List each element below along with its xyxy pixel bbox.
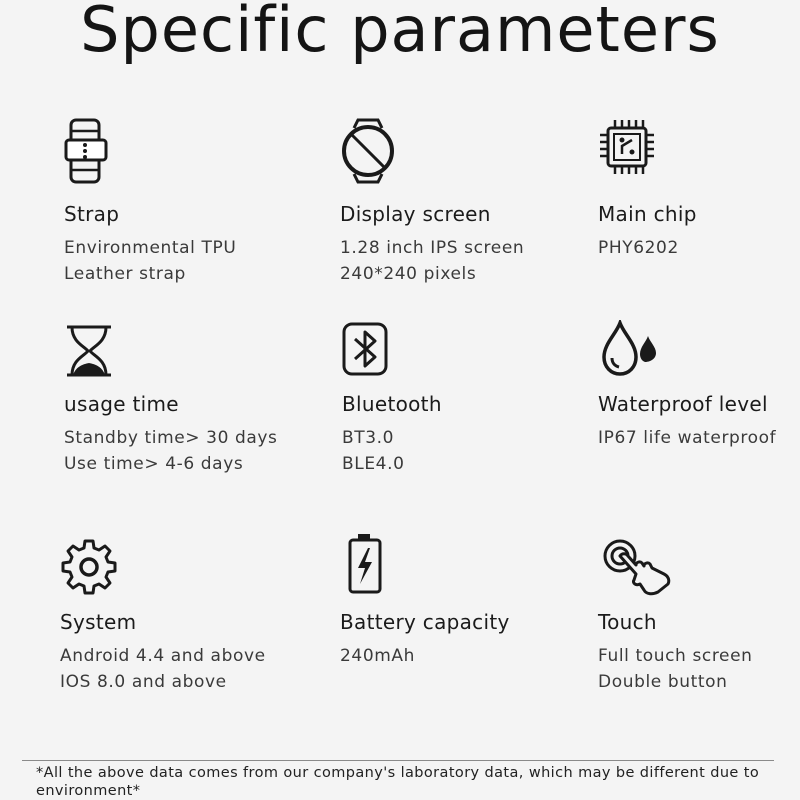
spec-label: Waterproof level: [598, 392, 768, 416]
spec-line-2: Use time> 4-6 days: [64, 454, 244, 474]
spec-line-1: 240mAh: [340, 646, 416, 666]
spec-line-2: BLE4.0: [342, 454, 405, 474]
spec-line-1: Full touch screen: [598, 646, 753, 666]
spec-line-1: Android 4.4 and above: [60, 646, 266, 666]
strap-icon: [64, 118, 108, 184]
spec-label: Battery capacity: [340, 610, 510, 634]
spec-line-1: Environmental TPU: [64, 238, 237, 258]
spec-label: Main chip: [598, 202, 697, 226]
spec-label: System: [60, 610, 137, 634]
gear-icon: [60, 538, 118, 596]
chip-icon: [598, 118, 656, 176]
water-drop-icon: [598, 320, 662, 378]
spec-label: Strap: [64, 202, 120, 226]
page-title: Specific parameters: [80, 0, 720, 66]
hourglass-icon: [64, 324, 114, 378]
spec-label: Display screen: [340, 202, 491, 226]
bluetooth-icon: [342, 322, 390, 376]
spec-label: usage time: [64, 392, 179, 416]
spec-line-1: PHY6202: [598, 238, 679, 258]
spec-line-2: 240*240 pixels: [340, 264, 477, 284]
spec-line-2: Double button: [598, 672, 728, 692]
touch-hand-icon: [598, 538, 672, 596]
battery-icon: [340, 532, 390, 596]
footnote: *All the above data comes from our company's laboratory data, which may be different due to environment*: [36, 765, 760, 799]
watch-screen-icon: [340, 118, 396, 184]
spec-line-1: Standby time> 30 days: [64, 428, 278, 448]
spec-line-2: Leather strap: [64, 264, 186, 284]
spec-line-1: BT3.0: [342, 428, 395, 448]
spec-label: Bluetooth: [342, 392, 442, 416]
spec-label: Touch: [598, 610, 657, 634]
spec-line-1: 1.28 inch IPS screen: [340, 238, 525, 258]
spec-line-1: IP67 life waterproof: [598, 428, 777, 448]
spec-line-2: IOS 8.0 and above: [60, 672, 227, 692]
footnote-divider: [22, 760, 774, 761]
